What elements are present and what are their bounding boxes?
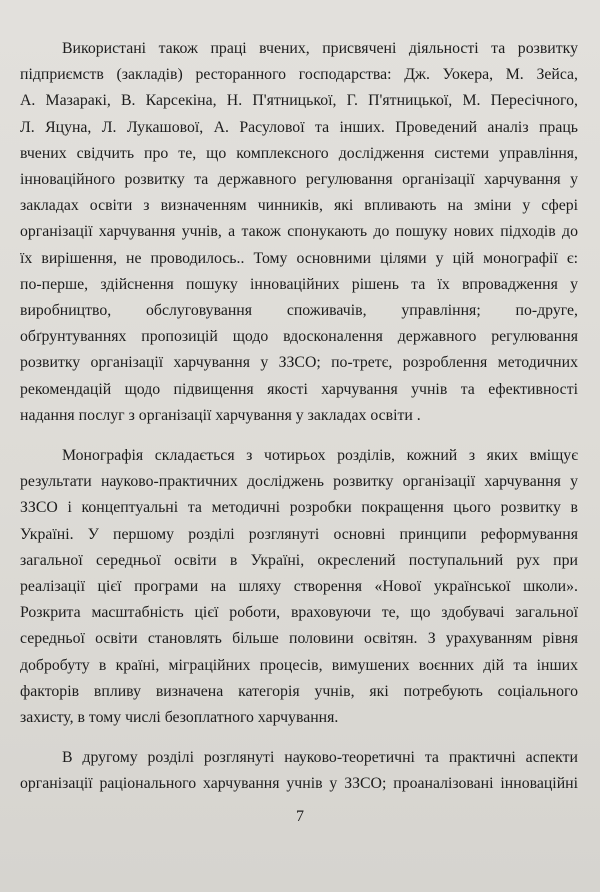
- paragraph-3: [20, 745, 578, 797]
- text-line: організації харчування учнів, а також спонукають до пошуку нових підходів до: [20, 223, 578, 241]
- paragraph-2: [20, 443, 578, 731]
- text-line: розвитку організації харчування у ЗЗСО; по-третє, розроблення методичних: [20, 354, 578, 372]
- text-line: виробництво, обслуговування споживачів, управління; по-друге,: [20, 302, 578, 320]
- text-line: В другому розділі розглянуті науково-теоретичні та практичні аспекти: [62, 749, 578, 767]
- text-line: вчених свідчить про те, що комплексного дослідження системи управління,: [20, 144, 578, 162]
- text-line: надання послуг з організації харчування у закладах освіти .: [20, 406, 421, 424]
- text-line: А. Мазаракі, В. Карсекіна, Н. П'ятницької, Г. П'ятницької, М. Пересічного,: [20, 92, 578, 110]
- text-line: Л. Яцуна, Л. Лукашової, А. Расулової та інших. Проведений аналіз праць: [20, 118, 578, 136]
- text-line: результати науково-практичних досліджень розвитку організації харчування у: [20, 473, 578, 491]
- text-line: Україні. У першому розділі розглянуті основні принципи реформування: [20, 525, 578, 543]
- text-line: ЗЗСО і концептуальні та методичні розробки покращення цього розвитку в: [20, 499, 578, 517]
- text-line: Розкрита масштабність цієї роботи, враховуючи те, що здобувачі загальної: [20, 604, 578, 622]
- text-line: захисту, в тому числі безоплатного харчування.: [20, 709, 339, 727]
- text-line: рекомендацій щодо підвищення якості харчування учнів та ефективності: [20, 380, 578, 398]
- text-line: середньої освіти становлять більше половини освітян. З урахуванням рівня: [20, 630, 578, 648]
- text-line: їх вирішення, не проводилось.. Тому основними цілями у цій монографії є:: [20, 249, 578, 267]
- text-line: добробуту в країні, міграційних процесів, вимушених воєнних дій та інших: [20, 656, 578, 674]
- text-line: закладах освіти з визначенням чинників, які впливають на зміни у сфері: [20, 197, 578, 215]
- text-line: реалізації цієї програми на шляху створення «Нової української школи».: [20, 578, 578, 596]
- text-line: Використані також праці вчених, присвячені діяльності та розвитку: [62, 40, 578, 57]
- text-line: організації раціонального харчування учнів у ЗЗСО; проаналізовані інноваційні: [20, 775, 578, 793]
- text-line: інноваційного розвитку та державного регулювання організації харчування у: [20, 171, 578, 189]
- text-line: загальної середньої освіти в Україні, окреслений поступальний рух при: [20, 551, 578, 569]
- text-line: Монографія складається з чотирьох розділів, кожний з яких вміщує: [62, 447, 578, 465]
- text-line: підприємств (закладів) ресторанного господарства: Дж. Уокера, М. Зейса,: [20, 66, 578, 84]
- page-number: 7: [296, 808, 304, 825]
- text-line: факторів впливу визначена категорія учнів, які потребують соціального: [20, 682, 578, 700]
- text-line: по-перше, здійснення пошуку інноваційних рішень та їх впровадження у: [20, 275, 578, 293]
- text-line: обґрунтуваннях пропозицій щодо вдосконалення державного регулювання: [20, 328, 578, 346]
- paragraph-1: [20, 36, 578, 429]
